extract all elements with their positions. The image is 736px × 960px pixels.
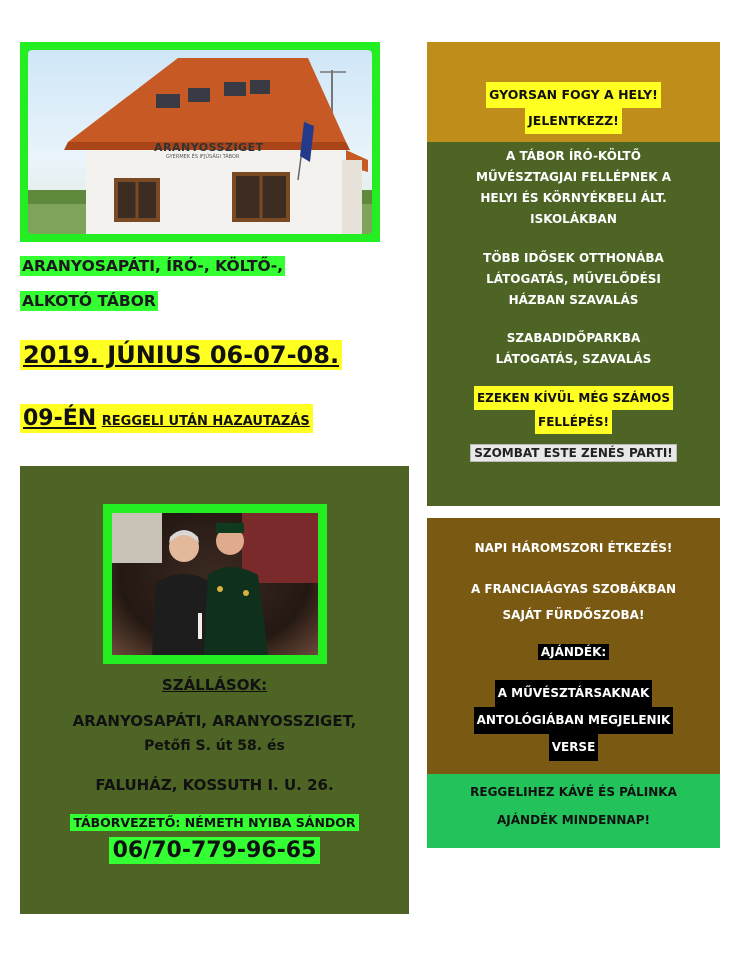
party-line	[427, 444, 720, 462]
leader-text: TÁBORVEZETŐ: NÉMETH NYIBA SÁNDOR	[70, 814, 358, 831]
lodging-line-2: Petőfi S. út 58. és	[144, 738, 285, 754]
gift-heading	[427, 644, 720, 660]
amenities-panel	[427, 518, 720, 848]
lodging-line-1: ARANYOSAPÁTI, ARANYOSSZIGET,	[72, 712, 357, 730]
sign-name: ARANYOSSZIGET	[154, 141, 264, 154]
title-line-1: ARANYOSAPÁTI, ÍRÓ-, KÖLTŐ-,	[22, 257, 284, 275]
hurry-text: GYORSAN FOGY A HELY!	[486, 82, 661, 108]
phone-line	[20, 838, 409, 863]
departure-line	[20, 404, 313, 433]
activity-2	[427, 248, 720, 311]
rooms-line-2: SAJÁT FÜRDŐSZOBA!	[502, 608, 645, 622]
leader-line	[20, 812, 409, 831]
activity-2-line: TÖBB IDŐSEK OTTHONÁBA	[483, 251, 664, 265]
gift-line-2: ANTOLÓGIÁBAN MEGJELENIK	[474, 707, 674, 734]
house-photo	[20, 42, 380, 242]
departure-day: 09-ÉN	[23, 406, 97, 431]
apply-text: JELENTKEZZ!	[525, 108, 622, 134]
activity-3-line: LÁTOGATÁS, SZAVALÁS	[495, 352, 652, 366]
gift-line-1: A MŰVÉSZTÁRSAKNAK	[495, 680, 653, 707]
activity-1-line: MŰVÉSZTAGJAI FELLÉPNEK A	[476, 170, 671, 184]
phone-number: 06/70-779-96-65	[109, 837, 321, 864]
event-date-text: 2019. JÚNIUS 06-07-08.	[20, 340, 342, 370]
activity-3-line: SZABADIDŐPARKBA	[506, 331, 641, 345]
gift-line-3: VERSE	[549, 734, 599, 761]
activities-panel	[427, 42, 720, 506]
people-illustration	[112, 513, 318, 655]
event-date	[20, 340, 342, 370]
rooms-line-1: A FRANCIAÁGYAS SZOBÁKBAN	[470, 582, 677, 596]
activity-1	[427, 146, 720, 230]
activity-4	[427, 386, 720, 434]
meals-text: NAPI HÁROMSZORI ÉTKEZÉS!	[474, 541, 673, 555]
activity-2-line: LÁTOGATÁS, MŰVELŐDÉSI	[486, 272, 661, 286]
lodging-heading: SZÁLLÁSOK:	[161, 676, 268, 694]
activity-1-line: HELYI ÉS KÖRNYÉKBELI ÁLT.	[480, 191, 667, 205]
lodging-line-3: FALUHÁZ, KOSSUTH I. U. 26.	[95, 776, 334, 794]
activities-header	[427, 42, 720, 142]
gift-heading-text: AJÁNDÉK:	[538, 644, 609, 660]
breakfast-line-1: REGGELIHEZ KÁVÉ ÉS PÁLINKA	[470, 785, 677, 799]
rooms-block	[427, 576, 720, 628]
party-text: SZOMBAT ESTE ZENÉS PARTI!	[470, 444, 677, 462]
activity-3	[427, 328, 720, 370]
activity-1-line: A TÁBOR ÍRÓ-KÖLTŐ	[506, 149, 641, 163]
activity-4-line: EZEKEN KÍVÜL MÉG SZÁMOS	[474, 386, 673, 410]
breakfast-line-2: AJÁNDÉK MINDENNAP!	[497, 813, 650, 827]
breakfast-box	[427, 774, 720, 848]
departure-text: REGGELI UTÁN HAZAUTAZÁS	[101, 414, 310, 429]
gift-block	[427, 680, 720, 761]
camp-title	[20, 256, 400, 316]
title-line-2: ALKOTÓ TÁBOR	[22, 292, 156, 310]
people-photo	[103, 504, 327, 664]
activity-4-line: FELLÉPÉS!	[535, 410, 612, 434]
activity-2-line: HÁZBAN SZAVALÁS	[508, 293, 639, 307]
activity-1-line: ISKOLÁKBAN	[530, 212, 617, 226]
sign-subtitle: GYERMEK ÉS IFJÚSÁGI TÁBOR	[166, 154, 240, 160]
